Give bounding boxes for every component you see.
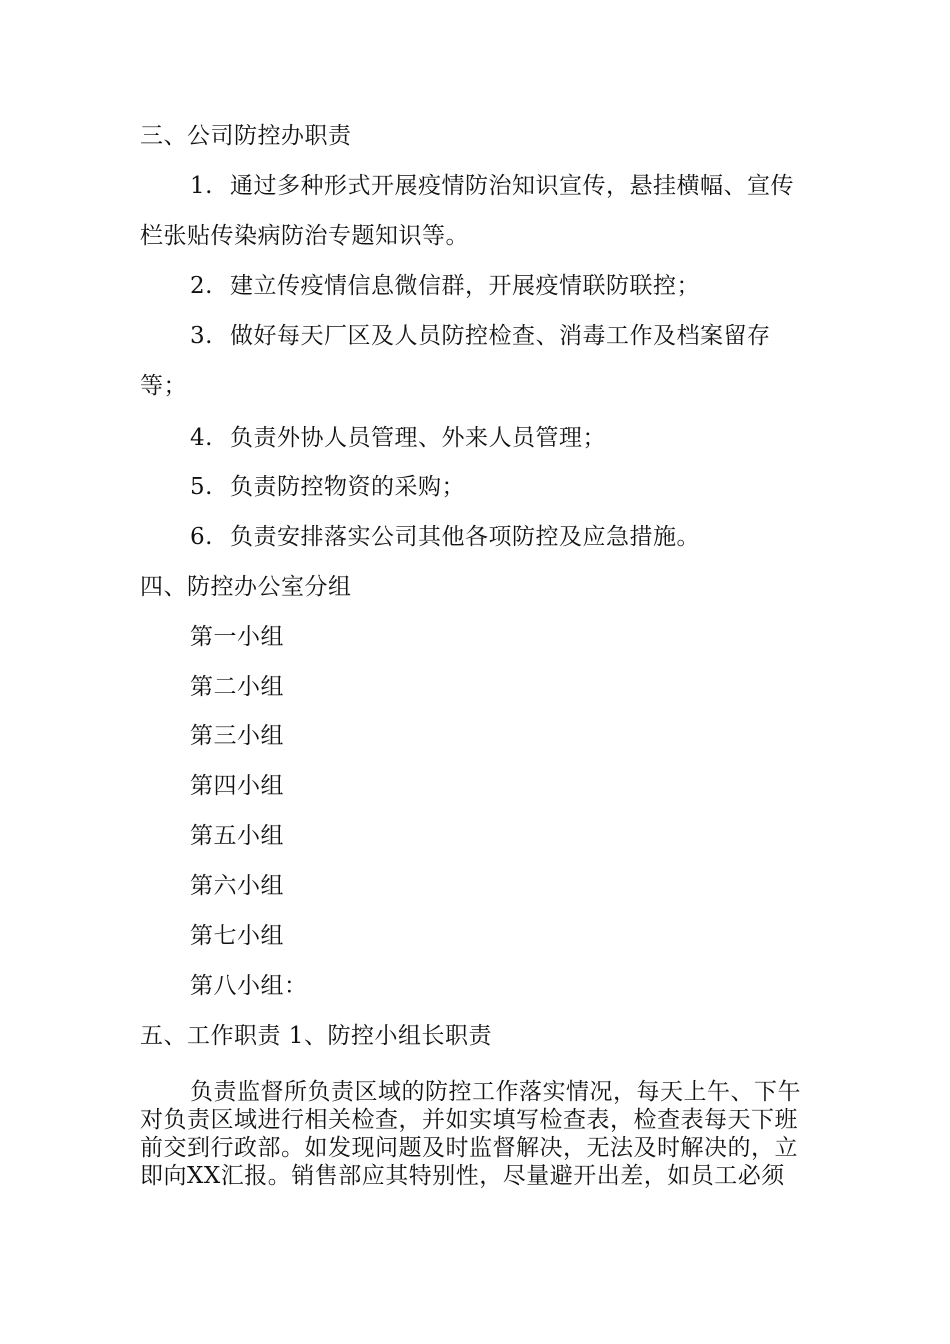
item-text: 负责安排落实公司其他各项防控及应急措施。 xyxy=(230,524,700,550)
list-item-1-continuation: 栏张贴传染病防治专题知识等。 xyxy=(140,223,469,249)
group-item: 第四小组 xyxy=(190,773,284,799)
paragraph-line: 前交到行政部。如发现问题及时监督解决，无法及时解决的，立 xyxy=(140,1135,798,1161)
section-3-heading: 三、公司防控办职责 xyxy=(140,123,352,149)
item-text: 建立传疫情信息微信群，开展疫情联防联控； xyxy=(230,273,700,299)
item-number: 5. xyxy=(190,474,213,500)
group-item: 第一小组 xyxy=(190,624,284,650)
section-4-heading: 四、防控办公室分组 xyxy=(140,574,352,600)
section-5-heading: 五、工作职责 1、防控小组长职责 xyxy=(140,1023,492,1049)
group-item: 第三小组 xyxy=(190,723,284,749)
group-item: 第六小组 xyxy=(190,873,284,899)
group-item: 第七小组 xyxy=(190,923,284,949)
item-number: 4. xyxy=(190,425,213,451)
list-item-5 xyxy=(190,473,465,501)
group-item: 第二小组 xyxy=(190,674,284,700)
paragraph-line: 对负责区域进行相关检查，并如实填写检查表，检查表每天下班 xyxy=(140,1107,798,1133)
list-item-3-continuation: 等； xyxy=(140,373,187,399)
item-text: 负责外协人员管理、外来人员管理； xyxy=(230,425,606,451)
item-number: 1. xyxy=(190,173,213,199)
paragraph-line: 即向XX汇报。销售部应其特别性，尽量避开出差，如员工必须 xyxy=(140,1163,785,1189)
item-text: 做好每天厂区及人员防控检查、消毒工作及档案留存 xyxy=(230,323,771,349)
list-item-1 xyxy=(190,172,794,200)
list-item-3 xyxy=(190,322,771,350)
group-item: 第八小组： xyxy=(190,973,308,999)
item-number: 3. xyxy=(190,323,213,349)
paragraph-line: 负责监督所负责区域的防控工作落实情况，每天上午、下午 xyxy=(190,1079,801,1105)
item-text: 负责防控物资的采购； xyxy=(230,474,465,500)
item-number: 2. xyxy=(190,273,213,299)
group-item: 第五小组 xyxy=(190,823,284,849)
item-text: 通过多种形式开展疫情防治知识宣传，悬挂横幅、宣传 xyxy=(230,173,794,199)
list-item-2 xyxy=(190,272,700,300)
item-number: 6. xyxy=(190,524,213,550)
list-item-6 xyxy=(190,523,700,551)
list-item-4 xyxy=(190,424,606,452)
